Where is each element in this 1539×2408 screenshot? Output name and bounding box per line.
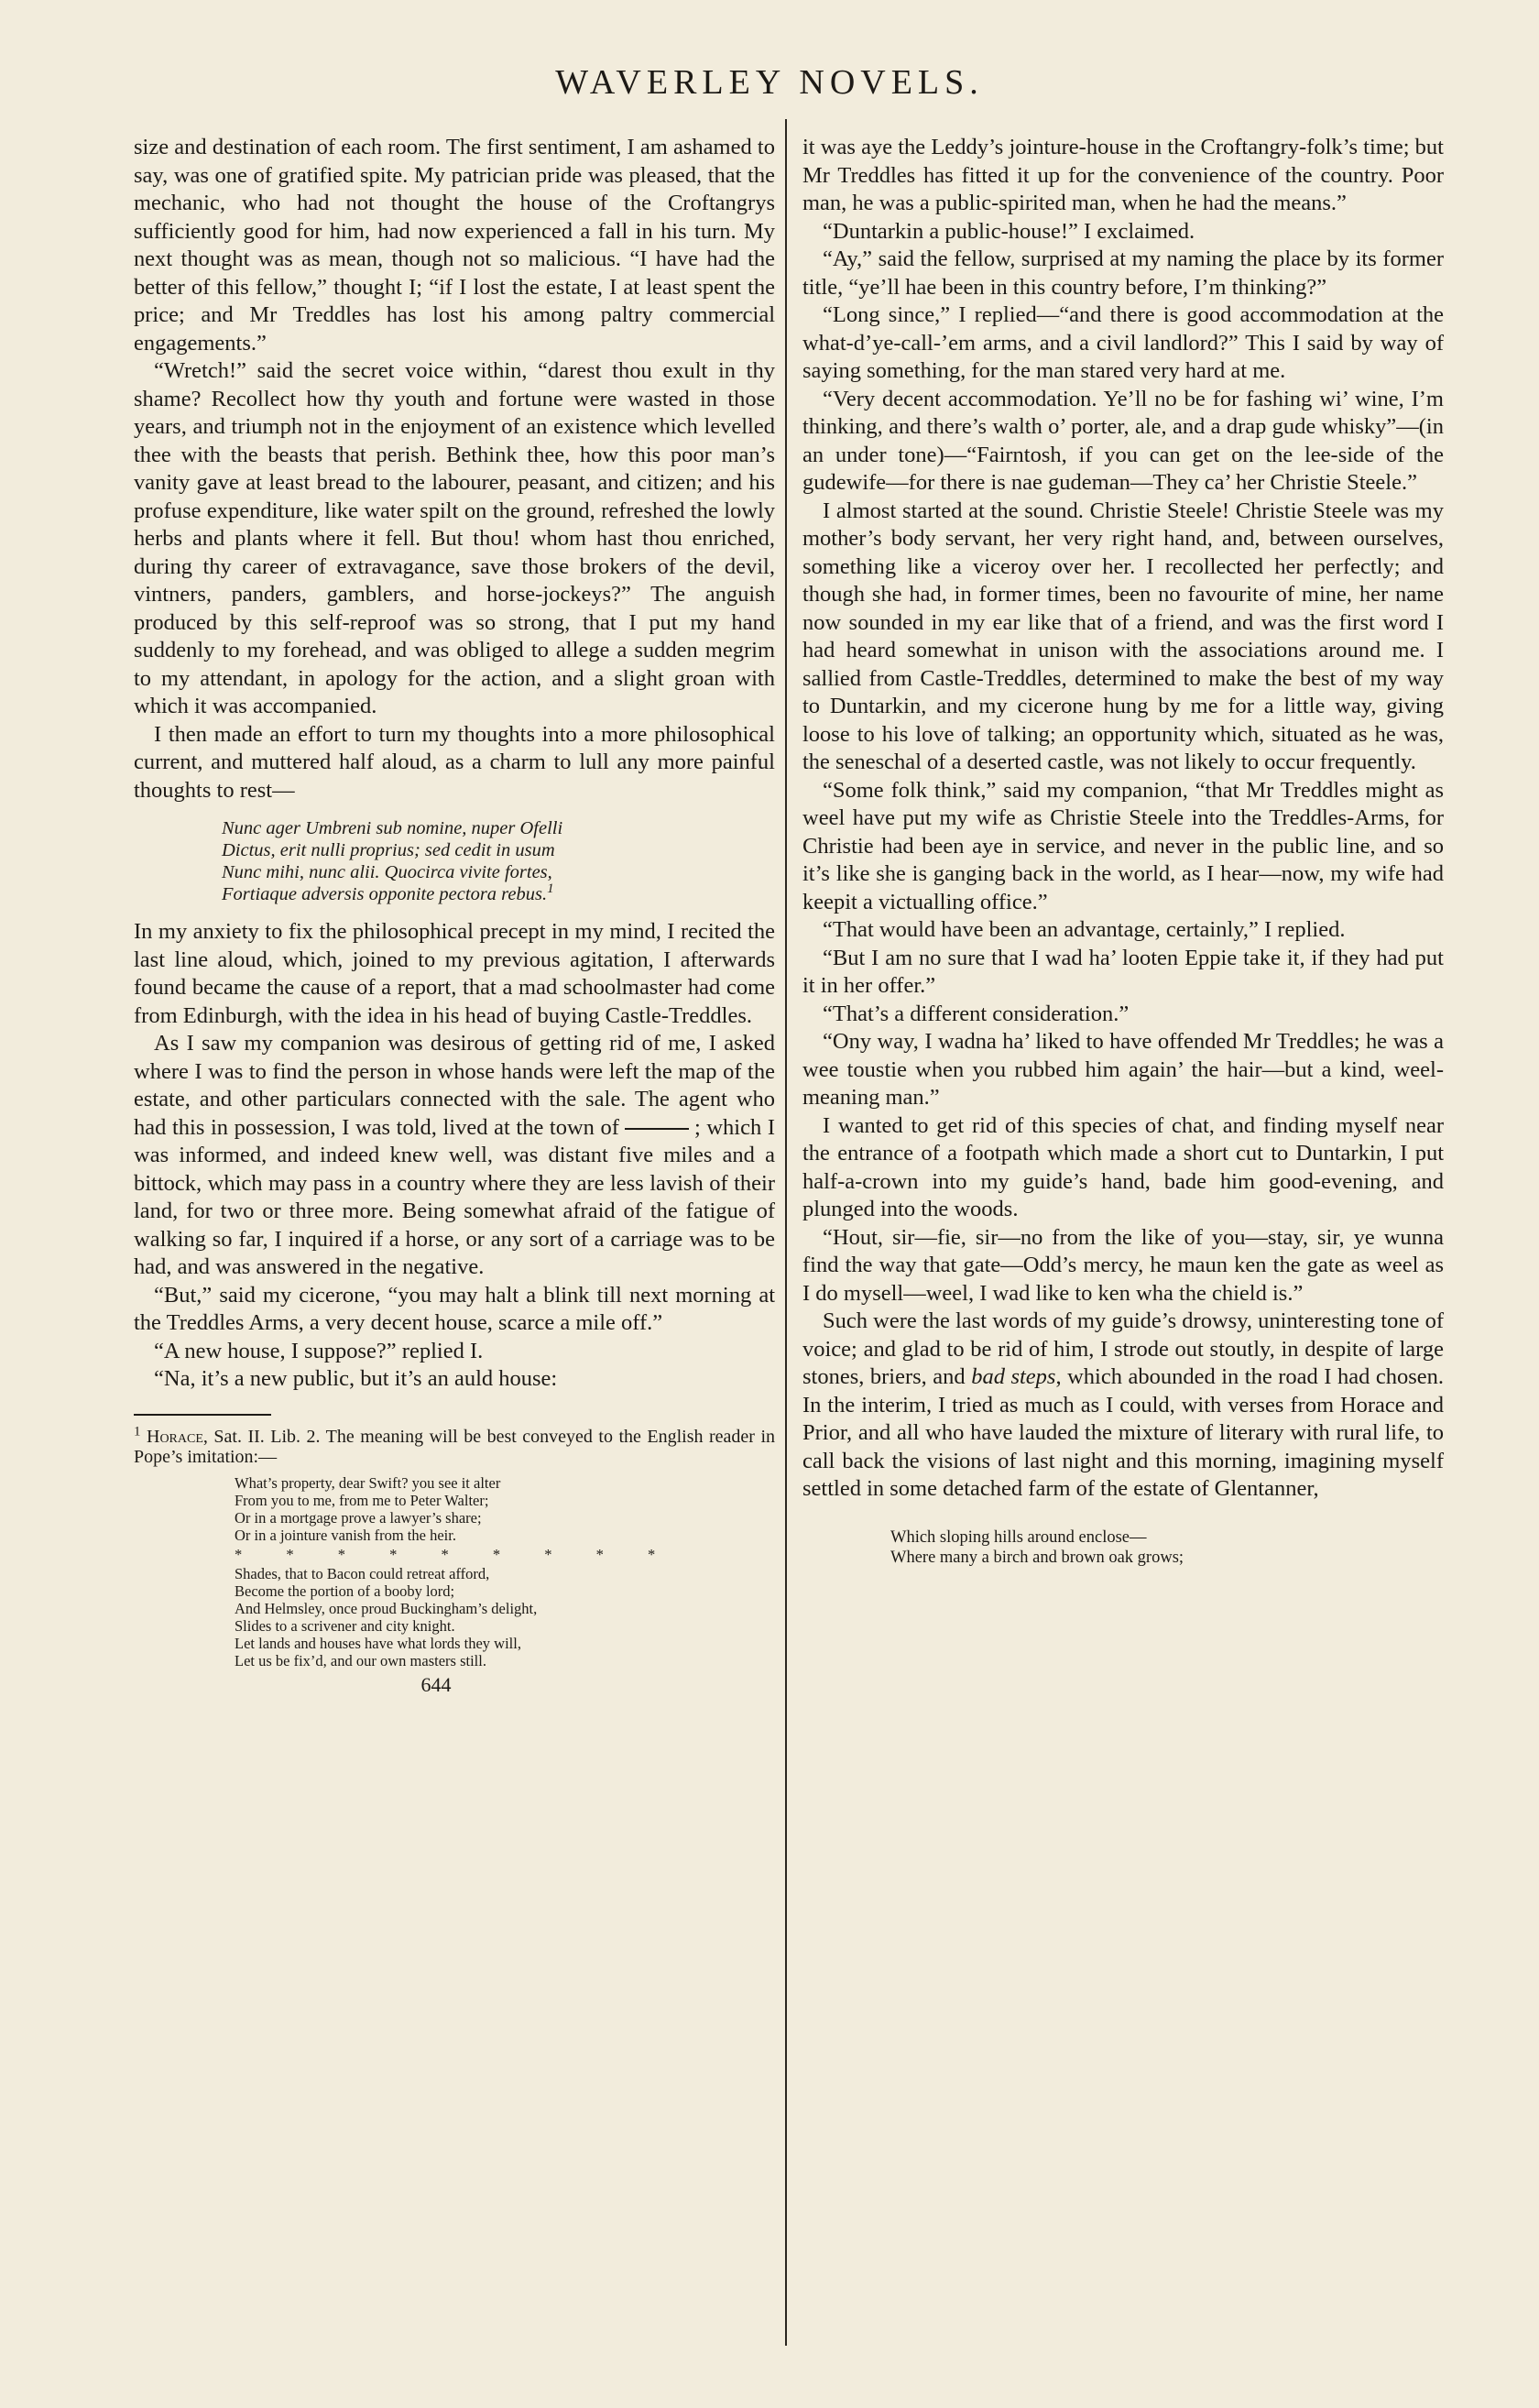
verse-line: Nunc ager Umbreni sub nomine, nuper Ofelli xyxy=(222,818,563,838)
latin-verse xyxy=(222,817,775,905)
verse-line: Shades, that to Bacon could retreat afford, xyxy=(235,1564,490,1582)
paragraph xyxy=(134,1030,775,1282)
paragraph: In my anxiety to fix the philosophical precept in my mind, I recited the last line aloud, which, joined to my previous agitation, I afterwards found became the cause of a report, that a mad schoolmaster had come from Edinburgh, with the idea in his head of buying Castle-Treddles. xyxy=(134,919,775,1028)
verse-line: Dictus, erit nulli proprius; sed cedit in usum xyxy=(222,840,555,860)
paragraph: “Some folk think,” said my companion, “that Mr Treddles might as weel have put my wife as Christie Steele into the Treddles-Arms, for Christie had been aye in service, and never in the public line, and so it’s like she is ganging back in the world, as I hear—now, my wife had keepit a victualling office.” xyxy=(802,777,1444,914)
paragraph: “Duntarkin a public-house!” I exclaimed. xyxy=(823,218,1195,244)
closing-verse xyxy=(890,1527,1444,1568)
paragraph xyxy=(802,1308,1444,1504)
asterisks-separator: * * * * * * * * * xyxy=(235,1545,676,1563)
verse-line: Become the portion of a booby lord; xyxy=(235,1582,455,1600)
verse-line: And Helmsley, once proud Buckingham’s delight, xyxy=(235,1599,538,1617)
paragraph: I wanted to get rid of this species of chat, and finding myself near the entrance of a footpath which made a short cut to Duntarkin, I put half-a-crown into my guide’s hand, bade him good-evening, and plunged into the woods. xyxy=(802,1112,1444,1221)
paragraph: “Long since,” I replied—“and there is good accommodation at the what-d’ye-call-’em arms, and a civil landlord?” This I said by way of saying something, for the man stared very hard at me. xyxy=(802,302,1444,383)
paragraph: “Na, it’s a new public, but it’s an auld house: xyxy=(154,1366,558,1391)
footnote-text: , Sat. II. Lib. 2. The meaning will be best conveyed to the English reader in Pope’s imitation:— xyxy=(134,1426,776,1467)
paragraph: “Very decent accommodation. Ye’ll no be for fashing wi’ wine, I’m thinking, and there’s walth o’ porter, ale, and a drap gude whisky”—(in an under tone)—“Fairntosh, if you can get on the lee-side of the gudewife—for there is nae gudeman—They ca’ her Christie Steele.” xyxy=(802,386,1444,495)
paragraph-text: As I saw my companion was desirous of getting rid of me, I asked where I was to find the person in whose hands were left the map of the estate, and other particulars connected with the sale. The agent who had this in possession, I was told, lived at the town of xyxy=(134,1031,775,1140)
blank-dash xyxy=(625,1128,689,1130)
verse-line-text: Fortiaque adversis opponite pectora rebus. xyxy=(222,884,548,904)
paragraph: “Wretch!” said the secret voice within, “darest thou exult in thy shame? Recollect how thy youth and fortune were wasted in those years, and triumph not in the enjoyment of an existence which levelled thee with the beasts that perish. Bethink thee, how this poor man’s vanity gave at least bread to the labourer, peasant, and citizen; and his profuse expenditure, like water spilt on the ground, refreshed the lowly herbs and plants where it fell. But thou! whom hast thou enriched, during thy career of extravagance, save those brokers of the devil, vintners, panders, gamblers, and horse-jockeys?” The anguish produced by this self-reproof was so strong, that I put my hand suddenly to my forehead, and was obliged to allege a sudden megrim to my attendant, in apology for the action, and a slight groan with which it was accompanied. xyxy=(134,358,775,718)
paragraph: “Ony way, I wadna ha’ liked to have offended Mr Treddles; he was a wee toustie when you rubbed him again’ the hair—but a kind, weel-meaning man.” xyxy=(802,1029,1444,1110)
paragraph-text: ; which I was informed, and indeed knew well, was distant five miles and a bittock, which may pass in a country where they are less lavish of their land, for two or three more. Being somewhat afraid of the fatigue of walking so far, I inquired if a horse, or any sort of a carriage was to be had, and was answered in the negative. xyxy=(134,1114,775,1279)
verse-line: Let us be fix’d, and our own masters still. xyxy=(235,1651,486,1669)
verse-line: What’s property, dear Swift? you see it alter xyxy=(235,1473,501,1492)
verse-line: Where many a birch and brown oak grows; xyxy=(890,1548,1184,1567)
left-column xyxy=(134,134,775,1697)
footnote-verse xyxy=(235,1474,775,1669)
running-title: WAVERLEY NOVELS. xyxy=(555,63,984,102)
verse-line: Nunc mihi, nunc alii. Quocirca vivite fortes, xyxy=(222,862,552,882)
italic-phrase: bad steps xyxy=(971,1364,1056,1389)
paragraph: I almost started at the sound. Christie Steele! Christie Steele was my mother’s body servant, her very right hand, and, between ourselves, something like a viceroy over her. I recollected her perfectly; and though she had, in former times, been no favourite of mine, her name now sounded in my ear like that of a friend, and was the first word I had heard somewhat in unison with the associations around me. I sallied from Castle-Treddles, determined to make the best of my way to Duntarkin, and my cicerone hung by me for a little way, giving loose to his love of talking; an opportunity which, situated as he was, the seneschal of a deserted castle, was not likely to occur frequently. xyxy=(802,498,1444,774)
paragraph: “A new house, I suppose?” replied I. xyxy=(154,1338,484,1363)
footnote-author: Horace xyxy=(147,1426,203,1447)
paragraph: “Hout, sir—fie, sir—no from the like of you—stay, sir, ye wunna find the way that gate—Odd’s mercy, he maun ken the gate as weel as I do mysell—weel, I wad like to ken wha the chield is.” xyxy=(802,1224,1444,1306)
paragraph: “Ay,” said the fellow, surprised at my naming the place by its former title, “ye’ll hae been in this country before, I’m thinking?” xyxy=(802,246,1444,300)
right-column xyxy=(802,134,1444,1568)
column-divider xyxy=(785,119,787,2346)
verse-line: Slides to a scrivener and city knight. xyxy=(235,1616,455,1635)
verse-line: Or in a mortgage prove a lawyer’s share; xyxy=(235,1508,482,1527)
paragraph: I then made an effort to turn my thoughts into a more philosophical current, and muttered half aloud, as a charm to lull any more painful thoughts to rest— xyxy=(134,721,775,803)
paragraph-text: Such were the last words of my guide’s drowsy, uninteresting tone of voice; and glad to be rid of him, I strode out stoutly, in despite of large stones, briers, and xyxy=(802,1308,1444,1389)
paragraph: it was aye the Leddy’s jointure-house in the Croftangry-folk’s time; but Mr Treddles has fitted it up for the convenience of the country. Poor man, he was a public-spirited man, when he had the means.” xyxy=(802,135,1444,215)
footnote-marker: 1 xyxy=(547,881,554,897)
footnote-number: 1 xyxy=(134,1423,141,1439)
paragraph: “That would have been an advantage, certainly,” I replied. xyxy=(823,917,1346,942)
paragraph: size and destination of each room. The first sentiment, I am ashamed to say, was one of gratified spite. My patrician pride was pleased, that the mechanic, who had not thought the house of the Croftangrys sufficiently good for him, had now experienced a fall in his turn. My next thought was as mean, though not so malicious. “I have had the better of this fellow,” thought I; “if I lost the estate, I at least spent the price; and Mr Treddles has lost his among paltry commercial engagements.” xyxy=(134,135,775,356)
footnote-rule xyxy=(134,1414,271,1416)
verse-line: Or in a jointure vanish from the heir. xyxy=(235,1526,456,1544)
footnote xyxy=(134,1423,776,1467)
paragraph-text: , which abounded in the road I had chosen. In the interim, I tried as much as I could, with verses from Horace and Prior, and all who have lauded the mixture of literary with rural life, to call back the visions of last night and this morning, imagining myself settled in some detached farm of the estate of Glentanner, xyxy=(802,1364,1445,1501)
verse-line: From you to me, from me to Peter Walter; xyxy=(235,1491,489,1509)
verse-line: Let lands and houses have what lords they will, xyxy=(235,1634,521,1652)
paragraph: “But,” said my cicerone, “you may halt a blink till next morning at the Treddles Arms, a very decent house, scarce a mile off.” xyxy=(134,1282,775,1335)
paragraph: “That’s a different consideration.” xyxy=(823,1001,1130,1026)
verse-line xyxy=(222,883,775,905)
page-number: 644 xyxy=(420,1672,452,1696)
paragraph: “But I am no sure that I wad ha’ looten Eppie take it, if they had put it in her offer.” xyxy=(802,945,1444,998)
verse-line: Which sloping hills around enclose— xyxy=(890,1527,1147,1547)
